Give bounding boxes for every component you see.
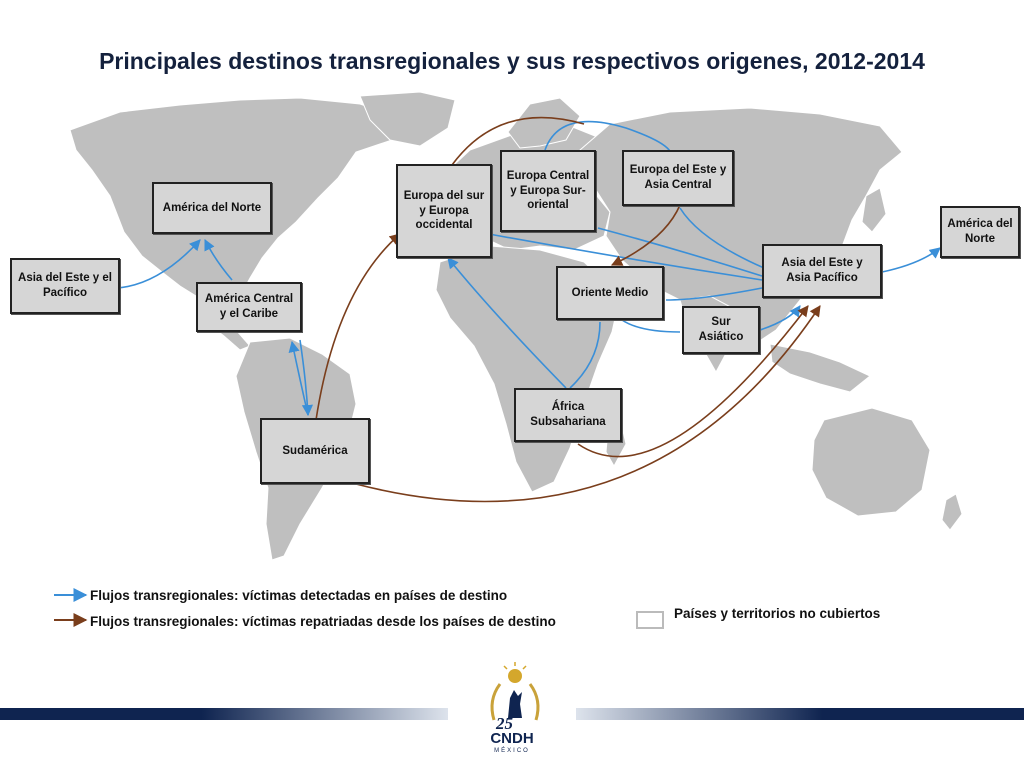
box-europa-central-sudoriental <box>500 150 596 232</box>
legend-not-covered-swatch <box>636 611 664 629</box>
box-america-norte-east <box>940 206 1020 258</box>
new-zealand-landmass <box>942 494 962 530</box>
flow-south-asia-to-middle-east <box>622 320 680 332</box>
region-label: Oriente Medio <box>571 286 649 299</box>
australia-landmass <box>812 408 930 516</box>
box-sur-asiatico <box>682 306 760 354</box>
box-africa-subsahariana <box>514 388 622 442</box>
page-title: Principales destinos transregionales y sus respectivos origenes, 2012-2014 <box>99 48 925 74</box>
region-label: Asia del Este y el Pacífico <box>18 272 112 299</box>
legend-arrows <box>52 586 92 632</box>
box-asia-este-pacifico-west <box>10 258 120 314</box>
region-label: Europa del sur y Europa occidental <box>403 189 485 232</box>
region-label: Asia del Este y Asia Pacífico <box>781 257 863 284</box>
region-label: África Subsahariana <box>530 401 606 428</box>
region-label: Sur Asiático <box>698 316 744 343</box>
box-oriente-medio <box>556 266 664 320</box>
legend-detected: Flujos transregionales: víctimas detectadas en países de destino <box>90 588 508 603</box>
flow-east-asia-to-north-america <box>882 248 940 272</box>
legend-not-covered: Países y territorios no cubiertos <box>674 606 881 621</box>
box-europa-este-asia-central <box>622 150 734 206</box>
box-europa-sur-occidental <box>396 164 492 258</box>
region-label: Sudamérica <box>282 444 348 457</box>
region-label: América Central y el Caribe <box>204 293 294 320</box>
region-label: Europa Central y Europa Sur-oriental <box>506 169 590 212</box>
region-label: Europa del Este y Asia Central <box>629 164 727 191</box>
legend-repatriated: Flujos transregionales: víctimas repatriadas desde los países de destino <box>90 614 556 629</box>
region-label: América del Norte <box>162 201 262 214</box>
logo-country: MÉXICO <box>494 748 530 754</box>
box-asia-este-pacifico-east <box>762 244 882 298</box>
box-sudamerica <box>260 418 370 484</box>
southeast-asia-islands <box>770 344 870 392</box>
box-america-central-caribe <box>196 282 302 332</box>
logo-anniversary: 25 <box>496 714 513 733</box>
box-america-norte-west <box>152 182 272 234</box>
footer-bar-left <box>0 708 448 720</box>
logo-name: CNDH <box>490 730 534 747</box>
region-label: América del Norte <box>947 218 1013 245</box>
footer-bar-right <box>576 708 1024 720</box>
